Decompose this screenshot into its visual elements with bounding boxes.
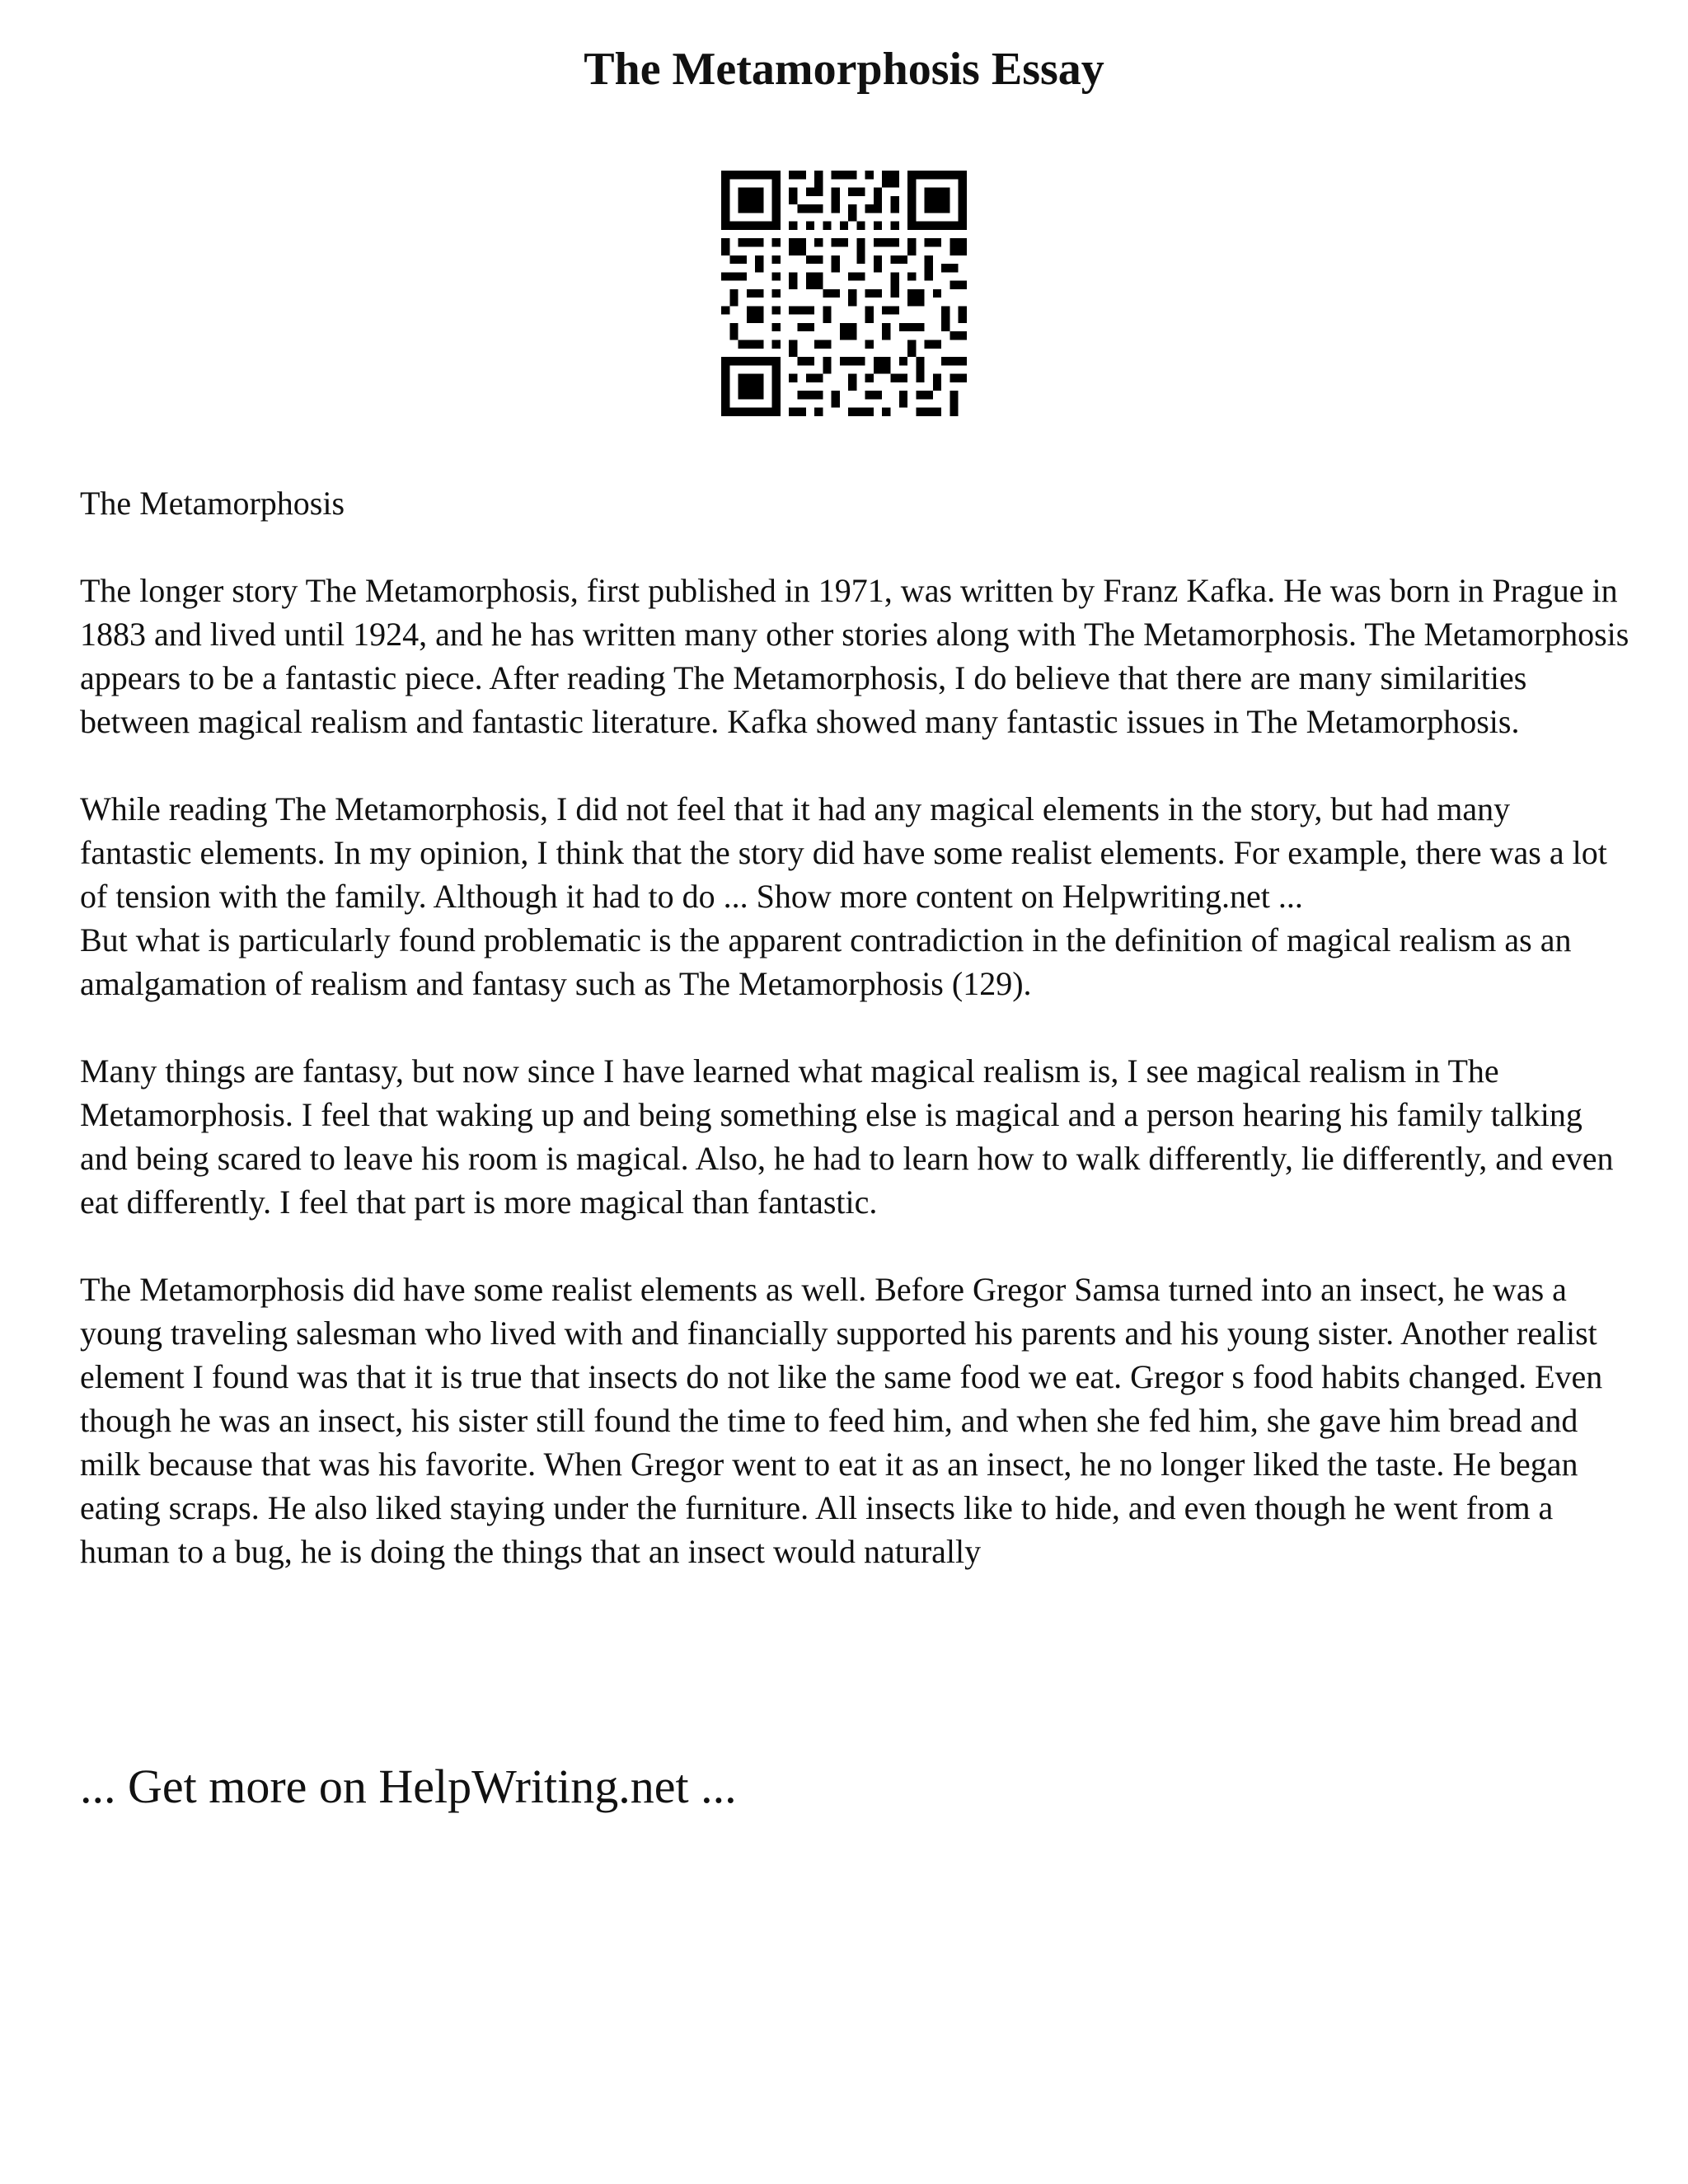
essay-body — [80, 481, 1629, 1617]
essay-paragraph-3: But what is particularly found problematic is the apparent contradiction in the definition of magical realism as an amalgamation of realism and fantasy such as The Metamorphosis (129). — [80, 921, 1572, 1002]
get-more-link[interactable]: ... Get more on HelpWriting.net ... — [80, 1760, 737, 1813]
essay-paragraph-2: While reading The Metamorphosis, I did not feel that it had any magical elements in the story, but had many fantastic elements. In my opinion, I think that the story did have some realist elements. For example, there was a lot of tension with the family. Although it had to do ... Show more content on Helpwriting.net ... — [80, 790, 1607, 915]
page-title: The Metamorphosis Essay — [584, 44, 1104, 95]
qr-code-icon[interactable] — [721, 171, 967, 416]
essay-paragraph-5: The Metamorphosis did have some realist elements as well. Before Gregor Samsa turned into an insect, he was a young traveling salesman who lived with and financially supported his parents and his young sister. Another realist element I found was that it is true that insects do not like the same food we eat. Gregor s food habits changed. Even though he was an insect, his sister still found the time to feed him, and when she fed him, she gave him bread and milk because that was his favorite. When Gregor went to eat it as an insect, he no longer liked the taste. He began eating scraps. He also liked staying under the furniture. All insects like to hide, and even though he went from a human to a bug, he is doing the things that an insect would naturally — [80, 1271, 1603, 1570]
essay-paragraph-4: Many things are fantasy, but now since I have learned what magical realism is, I see magical realism in The Metamorphosis. I feel that waking up and being something else is magical and a person hearing his family talking and being scared to leave his room is magical. Also, he had to learn how to walk differently, lie differently, and even eat differently. I feel that part is more magical than fantastic. — [80, 1052, 1614, 1221]
essay-paragraph-1: The longer story The Metamorphosis, first published in 1971, was written by Franz Kafka. He was born in Prague in 1883 and lived until 1924, and he has written many other stories along with The Metamorphosis. The Metamorphosis appears to be a fantastic piece. After reading The Metamorphosis, I do believe that there are many similarities between magical realism and fantastic literature. Kafka showed many fantastic issues in The Metamorphosis. — [80, 572, 1629, 740]
essay-subtitle: The Metamorphosis — [80, 485, 345, 522]
